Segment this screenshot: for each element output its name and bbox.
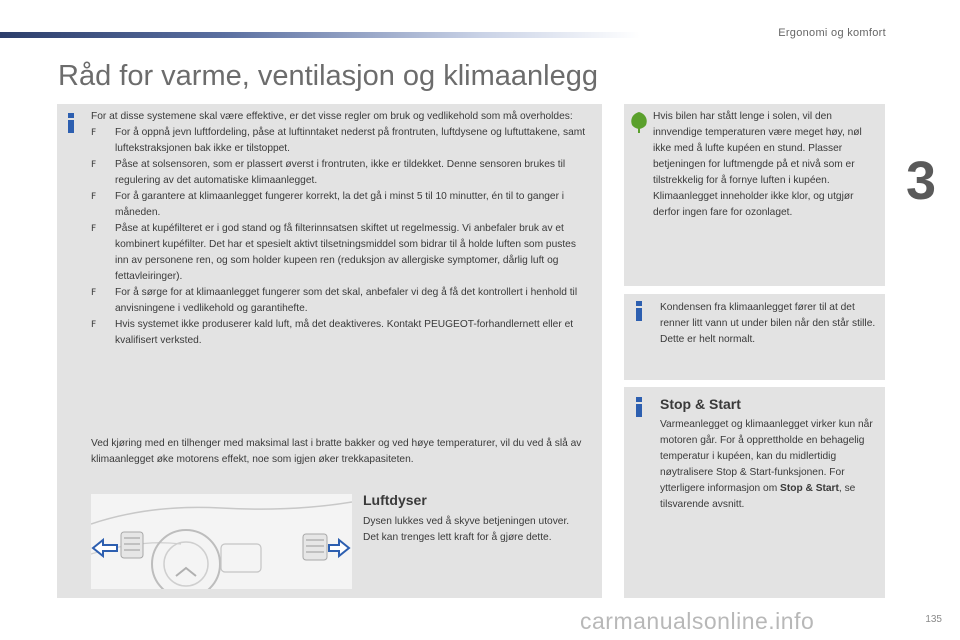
stop-start-heading: Stop & Start (660, 396, 741, 412)
stop-start-text-end: , se tilsvarende avsnitt. (660, 483, 856, 510)
bullet-marker: F (91, 320, 97, 330)
bullet-text: Påse at kupéfilteret er i god stand og få filterinnsatsen skiftet ut regelmessig. Vi anbefaler bruk av et kombinert kupéfilter. Det har et spesielt aktivt tilsetningsmiddel som bidrar til å holde luften som pustes inn av personene ren, og som holder kupeen ren (reduksjon av allergiske symptomer, dårlig luft og fettavleiringer). (115, 223, 576, 282)
section-title: Ergonomi og komfort (778, 27, 886, 39)
bullet-marker: F (91, 160, 97, 170)
chapter-number: 3 (905, 151, 936, 211)
bullet-marker: F (91, 192, 97, 202)
bullet-text: For å oppnå jevn luftfordeling, påse at luftinntaket nederst på frontruten, luftdysene og luftuttakene, samt luftekstraksjonen bak ikke er tilstoppet. (115, 127, 586, 154)
main-intro: For at disse systemene skal være effektive, er det visse regler om bruk og vedlikehold som må overholdes: (91, 111, 573, 122)
maintenance-bullet (91, 189, 591, 221)
eco-leaf-icon (629, 111, 649, 133)
maintenance-bullet (91, 221, 591, 285)
info-icon (636, 404, 642, 417)
main-intro-block (91, 109, 591, 349)
air-vent-illustration (91, 494, 352, 589)
bullet-marker: F (91, 128, 97, 138)
luftdyser-heading: Luftdyser (363, 492, 427, 508)
bullet-marker: F (91, 224, 97, 234)
maintenance-bullet-list (91, 125, 591, 349)
luftdyser-text: Dysen lukkes ved å skyve betjeningen utover. Det kan trenges lett kraft for å gjøre dette. (363, 516, 570, 543)
bullet-marker: F (91, 288, 97, 298)
dashboard-vents-drawing (91, 494, 352, 589)
watermark: carmanualsonline.info (580, 608, 815, 634)
info-icon (68, 120, 74, 133)
header-gradient-bar (0, 32, 640, 38)
info-icon (636, 308, 642, 321)
stop-start-text-body: Varmeanlegget og klimaanlegget virker kun når motoren går. For å opprettholde en behagelig temperatur i kupéen, kan du midlertidig nøytralisere Stop & Start-funksjonen. For ytterligere informasjon om (660, 419, 873, 494)
bullet-text: For å sørge for at klimaanlegget fungerer som det skal, anbefaler vi deg å få det kontrollert i henhold til anvisningene i vedlikehold og garantihefte. (115, 287, 578, 314)
condensate-text: Kondensen fra klimaanlegget fører til at det renner litt vann ut under bilen når den står stille. Dette er helt normalt. (660, 302, 876, 345)
page-title: Råd for varme, ventilasjon og klimaanlegg (58, 60, 598, 92)
stop-start-reference: Stop & Start (780, 483, 839, 494)
maintenance-bullet (91, 285, 591, 317)
eco-text: Hvis bilen har stått lenge i solen, vil den innvendige temperaturen være meget høy, nøl ikke med å lufte kupéen en stund. Plasser betjeningen for luftmengde på et nivå som er tilstrekkelig for å fornye luften i kupéen. Klimaanlegget inneholder ikke klor, og utgjør derfor ingen fare for ozonlaget. (653, 111, 862, 218)
maintenance-bullet (91, 157, 591, 189)
maintenance-bullet (91, 317, 591, 349)
page-number: 135 (925, 614, 942, 625)
bullet-text: Påse at solsensoren, som er plassert øverst i frontruten, ikke er tildekket. Denne sensoren brukes til regulering av det automatiske klimaanlegget. (115, 159, 566, 186)
stop-start-text (660, 417, 880, 513)
bullet-text: Hvis systemet ikke produserer kald luft, må det deaktiveres. Kontakt PEUGEOT-forhandlernett eller et kvalifisert verksted. (115, 319, 574, 346)
towing-note: Ved kjøring med en tilhenger med maksimal last i bratte bakker og ved høye temperaturer, vil du ved å slå av klimaanlegget øke motorens effekt, noe som igjen øker trekkapasiteten. (91, 438, 582, 465)
maintenance-bullet (91, 125, 591, 157)
bullet-text: For å garantere at klimaanlegget fungerer korrekt, la det gå i minst 5 til 10 minutter, én til to ganger i måneden. (115, 191, 565, 218)
